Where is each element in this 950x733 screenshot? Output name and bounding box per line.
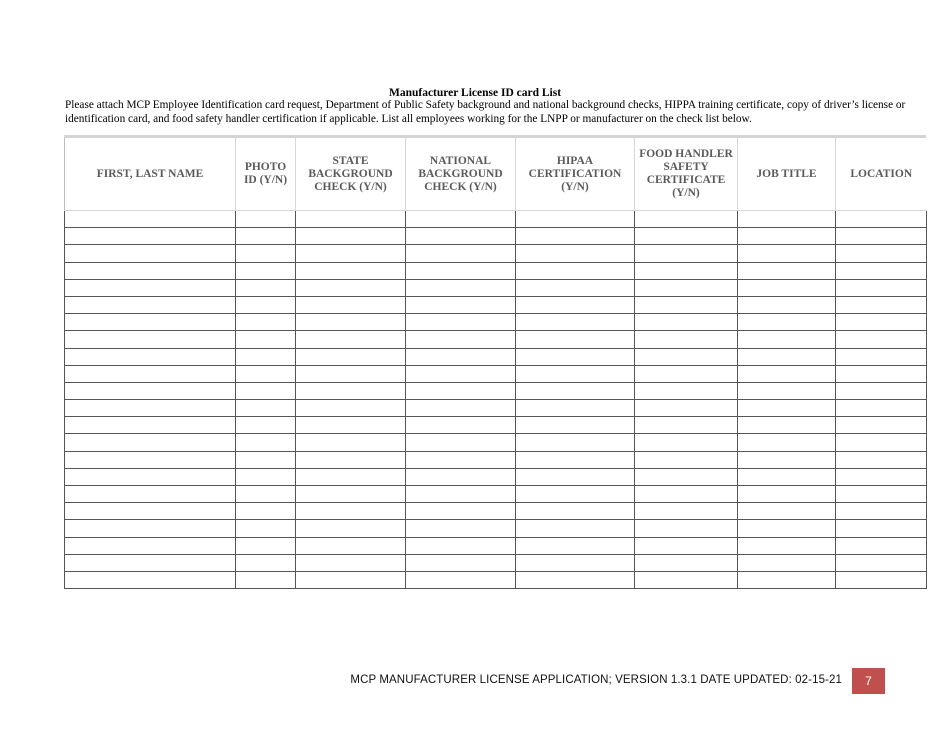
header-hipaa-certification: HIPAA CERTIFICATION (Y/N) (516, 138, 635, 211)
cell-national-check[interactable] (406, 451, 516, 468)
table-row (65, 468, 927, 485)
table-header-row (65, 138, 927, 211)
cell-photo-id[interactable] (236, 382, 296, 399)
cell-photo-id[interactable] (236, 520, 296, 537)
cell-hipaa[interactable] (516, 537, 635, 554)
cell-location[interactable] (836, 228, 927, 245)
cell-photo-id[interactable] (236, 279, 296, 296)
cell-hipaa[interactable] (516, 245, 635, 262)
cell-state-check[interactable] (296, 365, 406, 382)
cell-national-check[interactable] (406, 228, 516, 245)
cell-national-check[interactable] (406, 503, 516, 520)
table-row (65, 211, 927, 228)
cell-location[interactable] (836, 520, 927, 537)
cell-photo-id[interactable] (236, 503, 296, 520)
cell-photo-id[interactable] (236, 314, 296, 331)
cell-state-check[interactable] (296, 434, 406, 451)
cell-name[interactable] (65, 554, 236, 571)
cell-photo-id[interactable] (236, 537, 296, 554)
cell-job-title[interactable] (738, 451, 836, 468)
cell-hipaa[interactable] (516, 382, 635, 399)
cell-hipaa[interactable] (516, 571, 635, 588)
cell-job-title[interactable] (738, 365, 836, 382)
cell-name[interactable] (65, 382, 236, 399)
cell-job-title[interactable] (738, 503, 836, 520)
cell-national-check[interactable] (406, 537, 516, 554)
cell-state-check[interactable] (296, 571, 406, 588)
cell-hipaa[interactable] (516, 486, 635, 503)
cell-state-check[interactable] (296, 228, 406, 245)
table-row (65, 417, 927, 434)
cell-job-title[interactable] (738, 468, 836, 485)
cell-national-check[interactable] (406, 486, 516, 503)
cell-job-title[interactable] (738, 228, 836, 245)
cell-state-check[interactable] (296, 486, 406, 503)
cell-photo-id[interactable] (236, 451, 296, 468)
cell-food-handler[interactable] (635, 262, 738, 279)
cell-name[interactable] (65, 279, 236, 296)
cell-food-handler[interactable] (635, 331, 738, 348)
cell-location[interactable] (836, 503, 927, 520)
cell-national-check[interactable] (406, 365, 516, 382)
cell-national-check[interactable] (406, 571, 516, 588)
cell-job-title[interactable] (738, 520, 836, 537)
cell-state-check[interactable] (296, 537, 406, 554)
cell-photo-id[interactable] (236, 486, 296, 503)
table-row (65, 503, 927, 520)
table-row (65, 537, 927, 554)
cell-job-title[interactable] (738, 279, 836, 296)
cell-food-handler[interactable] (635, 365, 738, 382)
cell-job-title[interactable] (738, 417, 836, 434)
cell-hipaa[interactable] (516, 468, 635, 485)
cell-hipaa[interactable] (516, 262, 635, 279)
footer-version-text: MCP MANUFACTURER LICENSE APPLICATION; VERSION 1.3.1 DATE UPDATED: 02-15-21 (350, 674, 842, 686)
cell-national-check[interactable] (406, 296, 516, 313)
table-row (65, 245, 927, 262)
cell-name[interactable] (65, 211, 236, 228)
cell-hipaa[interactable] (516, 348, 635, 365)
cell-national-check[interactable] (406, 245, 516, 262)
cell-national-check[interactable] (406, 314, 516, 331)
instructions-paragraph: Please attach MCP Employee Identification card request, Department of Public Safety background and national background checks, HIPPA training certificate, copy of driver’s license or identification card, and food safety handler certification if applicable. List all employees working for the LNPP or manufacturer on the check list below. (65, 99, 906, 125)
cell-food-handler[interactable] (635, 417, 738, 434)
cell-national-check[interactable] (406, 417, 516, 434)
table-row (65, 434, 927, 451)
header-location: LOCATION (836, 138, 927, 211)
cell-job-title[interactable] (738, 314, 836, 331)
header-job-title: JOB TITLE (738, 138, 836, 211)
cell-job-title[interactable] (738, 400, 836, 417)
table-row (65, 262, 927, 279)
cell-job-title[interactable] (738, 486, 836, 503)
cell-food-handler[interactable] (635, 537, 738, 554)
cell-food-handler[interactable] (635, 211, 738, 228)
cell-food-handler[interactable] (635, 503, 738, 520)
cell-national-check[interactable] (406, 279, 516, 296)
cell-national-check[interactable] (406, 331, 516, 348)
cell-hipaa[interactable] (516, 417, 635, 434)
table-row (65, 296, 927, 313)
cell-food-handler[interactable] (635, 314, 738, 331)
table-row (65, 571, 927, 588)
cell-job-title[interactable] (738, 262, 836, 279)
cell-name[interactable] (65, 400, 236, 417)
cell-food-handler[interactable] (635, 434, 738, 451)
cell-hipaa[interactable] (516, 503, 635, 520)
cell-job-title[interactable] (738, 245, 836, 262)
cell-name[interactable] (65, 486, 236, 503)
cell-photo-id[interactable] (236, 417, 296, 434)
cell-food-handler[interactable] (635, 571, 738, 588)
cell-name[interactable] (65, 314, 236, 331)
cell-hipaa[interactable] (516, 314, 635, 331)
cell-name[interactable] (65, 331, 236, 348)
cell-state-check[interactable] (296, 468, 406, 485)
cell-location[interactable] (836, 348, 927, 365)
document-title: Manufacturer License ID card List (388, 87, 562, 99)
cell-location[interactable] (836, 262, 927, 279)
cell-location[interactable] (836, 468, 927, 485)
cell-state-check[interactable] (296, 417, 406, 434)
cell-job-title[interactable] (738, 537, 836, 554)
cell-photo-id[interactable] (236, 245, 296, 262)
cell-food-handler[interactable] (635, 554, 738, 571)
cell-job-title[interactable] (738, 331, 836, 348)
cell-food-handler[interactable] (635, 520, 738, 537)
cell-state-check[interactable] (296, 400, 406, 417)
cell-name[interactable] (65, 537, 236, 554)
cell-food-handler[interactable] (635, 279, 738, 296)
cell-state-check[interactable] (296, 348, 406, 365)
cell-name[interactable] (65, 348, 236, 365)
table-row (65, 228, 927, 245)
cell-national-check[interactable] (406, 468, 516, 485)
cell-location[interactable] (836, 314, 927, 331)
cell-state-check[interactable] (296, 314, 406, 331)
header-food-handler-certificate: FOOD HANDLER SAFETY CERTIFICATE (Y/N) (635, 138, 738, 211)
table-row (65, 331, 927, 348)
cell-state-check[interactable] (296, 331, 406, 348)
cell-hipaa[interactable] (516, 434, 635, 451)
cell-state-check[interactable] (296, 451, 406, 468)
cell-state-check[interactable] (296, 211, 406, 228)
cell-location[interactable] (836, 296, 927, 313)
cell-name[interactable] (65, 245, 236, 262)
cell-location[interactable] (836, 365, 927, 382)
cell-name[interactable] (65, 296, 236, 313)
cell-name[interactable] (65, 262, 236, 279)
table-row (65, 365, 927, 382)
cell-national-check[interactable] (406, 554, 516, 571)
cell-state-check[interactable] (296, 279, 406, 296)
cell-photo-id[interactable] (236, 554, 296, 571)
cell-location[interactable] (836, 417, 927, 434)
cell-job-title[interactable] (738, 211, 836, 228)
cell-food-handler[interactable] (635, 400, 738, 417)
cell-name[interactable] (65, 520, 236, 537)
cell-food-handler[interactable] (635, 468, 738, 485)
cell-location[interactable] (836, 400, 927, 417)
cell-location[interactable] (836, 486, 927, 503)
cell-location[interactable] (836, 451, 927, 468)
cell-hipaa[interactable] (516, 331, 635, 348)
table-row (65, 279, 927, 296)
cell-location[interactable] (836, 554, 927, 571)
cell-location[interactable] (836, 331, 927, 348)
cell-photo-id[interactable] (236, 331, 296, 348)
cell-job-title[interactable] (738, 554, 836, 571)
cell-photo-id[interactable] (236, 468, 296, 485)
cell-location[interactable] (836, 279, 927, 296)
cell-hipaa[interactable] (516, 296, 635, 313)
cell-name[interactable] (65, 417, 236, 434)
cell-food-handler[interactable] (635, 382, 738, 399)
cell-hipaa[interactable] (516, 211, 635, 228)
cell-photo-id[interactable] (236, 228, 296, 245)
cell-national-check[interactable] (406, 382, 516, 399)
cell-state-check[interactable] (296, 245, 406, 262)
cell-hipaa[interactable] (516, 520, 635, 537)
cell-food-handler[interactable] (635, 228, 738, 245)
cell-state-check[interactable] (296, 262, 406, 279)
cell-hipaa[interactable] (516, 554, 635, 571)
cell-job-title[interactable] (738, 382, 836, 399)
table-row (65, 382, 927, 399)
header-national-background-check: NATIONAL BACKGROUND CHECK (Y/N) (406, 138, 516, 211)
cell-hipaa[interactable] (516, 365, 635, 382)
cell-national-check[interactable] (406, 520, 516, 537)
table-row (65, 348, 927, 365)
cell-national-check[interactable] (406, 434, 516, 451)
cell-name[interactable] (65, 228, 236, 245)
cell-name[interactable] (65, 434, 236, 451)
cell-job-title[interactable] (738, 296, 836, 313)
cell-location[interactable] (836, 211, 927, 228)
cell-hipaa[interactable] (516, 451, 635, 468)
table-body (65, 211, 927, 589)
cell-photo-id[interactable] (236, 571, 296, 588)
cell-location[interactable] (836, 434, 927, 451)
cell-national-check[interactable] (406, 262, 516, 279)
cell-state-check[interactable] (296, 382, 406, 399)
cell-food-handler[interactable] (635, 245, 738, 262)
table-row (65, 520, 927, 537)
cell-food-handler[interactable] (635, 451, 738, 468)
table-row (65, 554, 927, 571)
table-row (65, 486, 927, 503)
cell-location[interactable] (836, 245, 927, 262)
cell-hipaa[interactable] (516, 400, 635, 417)
cell-location[interactable] (836, 382, 927, 399)
cell-name[interactable] (65, 503, 236, 520)
cell-hipaa[interactable] (516, 228, 635, 245)
cell-photo-id[interactable] (236, 348, 296, 365)
cell-national-check[interactable] (406, 400, 516, 417)
cell-state-check[interactable] (296, 520, 406, 537)
employee-checklist-table-wrapper (64, 135, 926, 589)
cell-location[interactable] (836, 537, 927, 554)
cell-food-handler[interactable] (635, 296, 738, 313)
cell-photo-id[interactable] (236, 296, 296, 313)
cell-photo-id[interactable] (236, 211, 296, 228)
employee-checklist-table (64, 138, 927, 589)
cell-location[interactable] (836, 571, 927, 588)
cell-state-check[interactable] (296, 503, 406, 520)
table-row (65, 451, 927, 468)
cell-food-handler[interactable] (635, 348, 738, 365)
cell-national-check[interactable] (406, 211, 516, 228)
page-number-badge: 7 (852, 668, 885, 694)
cell-hipaa[interactable] (516, 279, 635, 296)
header-state-background-check: STATE BACKGROUND CHECK (Y/N) (296, 138, 406, 211)
cell-national-check[interactable] (406, 348, 516, 365)
table-row (65, 314, 927, 331)
cell-photo-id[interactable] (236, 262, 296, 279)
cell-name[interactable] (65, 468, 236, 485)
cell-photo-id[interactable] (236, 365, 296, 382)
cell-photo-id[interactable] (236, 400, 296, 417)
cell-state-check[interactable] (296, 554, 406, 571)
cell-state-check[interactable] (296, 296, 406, 313)
header-photo-id: PHOTO ID (Y/N) (236, 138, 296, 211)
header-first-last-name: FIRST, LAST NAME (65, 138, 236, 211)
cell-job-title[interactable] (738, 434, 836, 451)
cell-job-title[interactable] (738, 571, 836, 588)
cell-photo-id[interactable] (236, 434, 296, 451)
cell-job-title[interactable] (738, 348, 836, 365)
cell-name[interactable] (65, 365, 236, 382)
cell-food-handler[interactable] (635, 486, 738, 503)
cell-name[interactable] (65, 451, 236, 468)
cell-name[interactable] (65, 571, 236, 588)
table-row (65, 400, 927, 417)
